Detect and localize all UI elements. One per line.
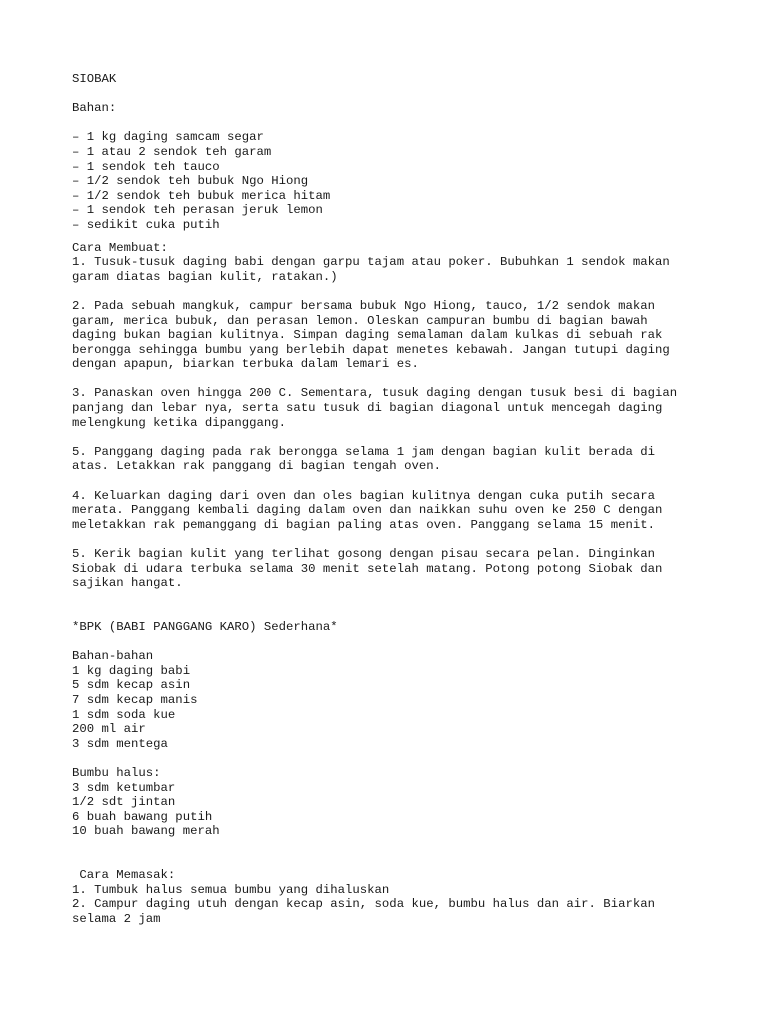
cooking-step: selama 2 jam xyxy=(72,911,161,926)
step-line: 5. Panggang daging pada rak berongga selama 1 jam dengan bagian kulit berada di xyxy=(72,444,655,459)
ingredient-item: 1 kg daging babi xyxy=(72,663,191,678)
spice-paste-list xyxy=(72,781,712,839)
step-line: garam, merica bubuk, dan perasan lemon. Oleskan campuran bumbu di bagian bawah xyxy=(72,313,648,328)
cooking-step: 2. Campur daging utuh dengan kecap asin, soda kue, bumbu halus dan air. Biarkan xyxy=(72,897,655,912)
cooking-heading: Cara Memasak: xyxy=(72,868,176,883)
cooking-step: 1. Tumbuk halus semua bumbu yang dihaluskan xyxy=(72,882,390,897)
spice-item: 3 sdm ketumbar xyxy=(72,780,176,795)
step-line: berongga sehingga bumbu yang berlebih dapat menetes kebawah. Jangan tutupi daging xyxy=(72,342,670,357)
ingredient-item: – sedikit cuka putih xyxy=(72,217,220,232)
bpk-title: *BPK (BABI PANGGANG KARO) Sederhana* xyxy=(72,619,338,634)
method-step-3 xyxy=(72,386,712,430)
step-line: Siobak di udara terbuka selama 30 menit setelah matang. Potong potong Siobak dan xyxy=(72,561,663,576)
step-line: daging bukan bagian kulitnya. Simpan daging semalaman dalam kulkas di sebuah rak xyxy=(72,328,663,343)
method-step-2 xyxy=(72,299,712,372)
step-line: panjang dan lebar nya, serta satu tusuk di bagian diagonal untuk mencegah daging xyxy=(72,401,663,416)
ingredients-list xyxy=(72,130,712,232)
step-line: 4. Keluarkan daging dari oven dan oles bagian kulitnya dengan cuka putih secara xyxy=(72,488,655,503)
ingredient-item: – 1/2 sendok teh bubuk Ngo Hiong xyxy=(72,174,309,189)
ingredient-item: – 1 kg daging samcam segar xyxy=(72,130,264,145)
ingredient-item: 1 sdm soda kue xyxy=(72,707,176,722)
ingredients2-list xyxy=(72,664,712,752)
step-line: sajikan hangat. xyxy=(72,576,183,591)
step-line: merata. Panggang kembali daging dalam oven dan naikkan suhu oven ke 250 C dengan xyxy=(72,503,663,518)
ingredients2-heading: Bahan-bahan xyxy=(72,649,154,664)
ingredients-heading: Bahan: xyxy=(72,101,117,116)
ingredient-item: 200 ml air xyxy=(72,722,146,737)
step-line: 1. Tusuk-tusuk daging babi dengan garpu tajam atau poker. Bubuhkan 1 sendok makan xyxy=(72,255,670,270)
method-step-4 xyxy=(72,489,712,533)
step-line: 2. Pada sebuah mangkuk, campur bersama bubuk Ngo Hiong, tauco, 1/2 sendok makan xyxy=(72,298,655,313)
document-page xyxy=(72,72,712,926)
step-line: 5. Kerik bagian kulit yang terlihat gosong dengan pisau secara pelan. Dinginkan xyxy=(72,547,655,561)
ingredient-item: 3 sdm mentega xyxy=(72,736,168,751)
ingredient-item: – 1/2 sendok teh bubuk merica hitam xyxy=(72,188,331,203)
step-line: dengan apapun, biarkan terbuka dalam lemari es. xyxy=(72,357,419,372)
spice-item: 1/2 sdt jintan xyxy=(72,795,176,810)
method-heading: Cara Membuat: xyxy=(72,240,168,255)
method-step-1 xyxy=(72,255,712,284)
ingredient-item: 5 sdm kecap asin xyxy=(72,678,191,693)
spice-paste-heading: Bumbu halus: xyxy=(72,765,161,780)
recipe-title: SIOBAK xyxy=(72,72,117,86)
method-step-5a xyxy=(72,445,712,474)
cooking-steps xyxy=(72,883,712,927)
ingredient-item: – 1 atau 2 sendok teh garam xyxy=(72,144,272,159)
ingredient-item: – 1 sendok teh perasan jeruk lemon xyxy=(72,203,323,218)
spice-item: 6 buah bawang putih xyxy=(72,809,213,824)
step-line: melengkung ketika dipanggang. xyxy=(72,415,287,430)
step-line: meletakkan rak pemanggang di bagian paling atas oven. Panggang selama 15 menit. xyxy=(72,517,655,532)
step-line: garam diatas bagian kulit, ratakan.) xyxy=(72,269,338,284)
method-step-5b xyxy=(72,547,712,591)
ingredient-item: 7 sdm kecap manis xyxy=(72,692,198,707)
step-line: atas. Letakkan rak panggang di bagian tengah oven. xyxy=(72,459,441,474)
spice-item: 10 buah bawang merah xyxy=(72,824,220,839)
ingredient-item: – 1 sendok teh tauco xyxy=(72,159,220,174)
step-line: 3. Panaskan oven hingga 200 C. Sementara, tusuk daging dengan tusuk besi di bagian xyxy=(72,386,678,401)
